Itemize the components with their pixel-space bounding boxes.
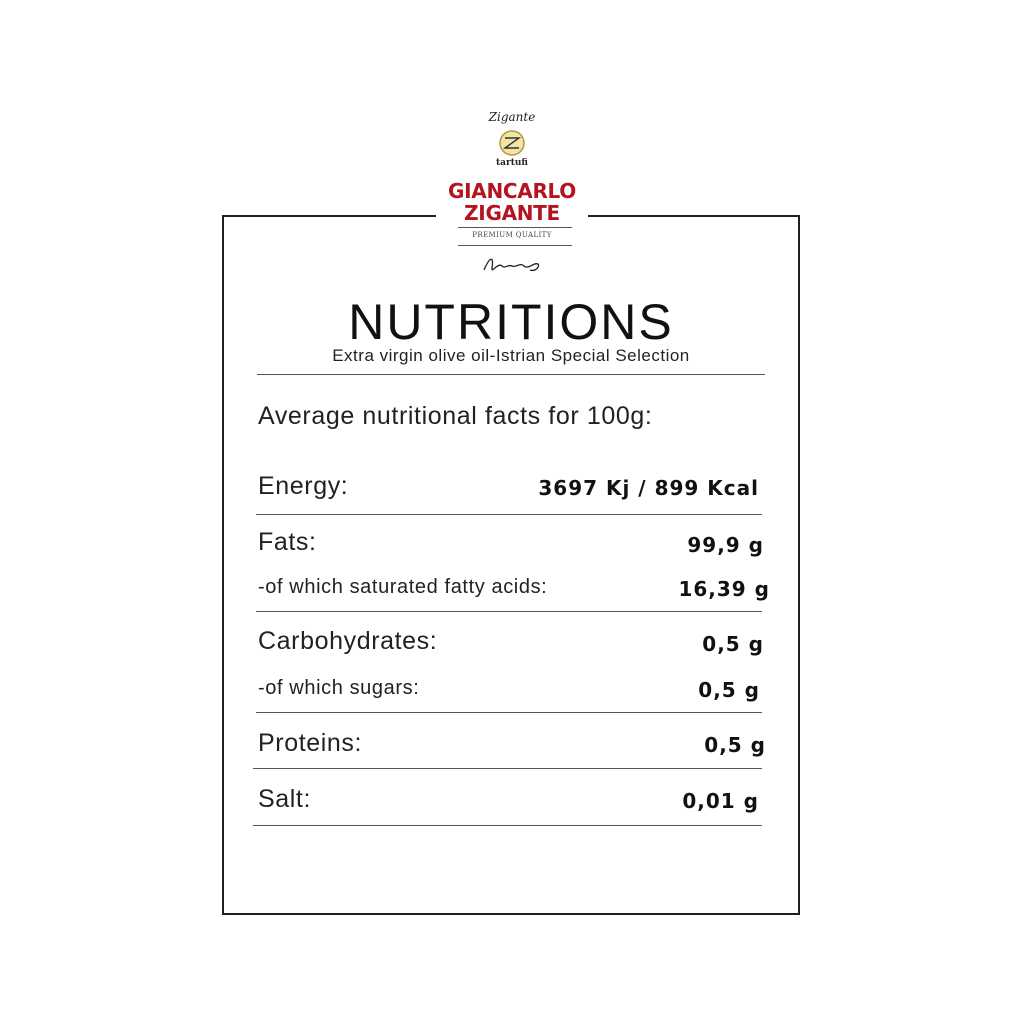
sugars-value: 0,5 g <box>698 678 760 702</box>
divider-energy <box>256 514 762 515</box>
logo-rule-bottom <box>458 245 572 246</box>
signature-icon <box>480 252 544 278</box>
saturated-value: 16,39 g <box>678 577 770 601</box>
divider-salt <box>253 825 762 826</box>
brand-logo <box>436 100 588 290</box>
divider-proteins <box>253 768 762 769</box>
logo-tartufi: tartufi <box>496 158 528 168</box>
logo-name <box>436 180 588 224</box>
fats-value: 99,9 g <box>687 533 764 557</box>
sugars-label: -of which sugars: <box>258 677 420 699</box>
logo-script-name: Zigante <box>488 110 536 124</box>
salt-label: Salt: <box>258 785 312 813</box>
divider-header <box>257 374 765 375</box>
logo-rule-top <box>458 227 572 228</box>
logo-name-line1: GIANCARLO <box>448 179 576 203</box>
intro-text: Average nutritional facts for 100g: <box>258 402 653 430</box>
salt-value: 0,01 g <box>682 789 759 813</box>
energy-value: 3697 Kj / 899 Kcal <box>538 476 759 500</box>
truffle-emblem-icon <box>497 128 527 158</box>
page-subtitle: Extra virgin olive oil-Istrian Special Selection <box>332 346 690 365</box>
carbohydrates-label: Carbohydrates: <box>258 627 438 655</box>
page-title: NUTRITIONS <box>348 294 674 350</box>
carbohydrates-value: 0,5 g <box>702 632 764 656</box>
fats-label: Fats: <box>258 528 317 556</box>
proteins-value: 0,5 g <box>704 733 766 757</box>
logo-quality: PREMIUM QUALITY <box>472 231 552 239</box>
energy-label: Energy: <box>258 472 349 500</box>
divider-fats <box>256 611 762 612</box>
proteins-label: Proteins: <box>258 729 363 757</box>
logo-name-line2: ZIGANTE <box>464 201 560 225</box>
divider-carbohydrates <box>256 712 762 713</box>
saturated-label: -of which saturated fatty acids: <box>258 576 548 598</box>
